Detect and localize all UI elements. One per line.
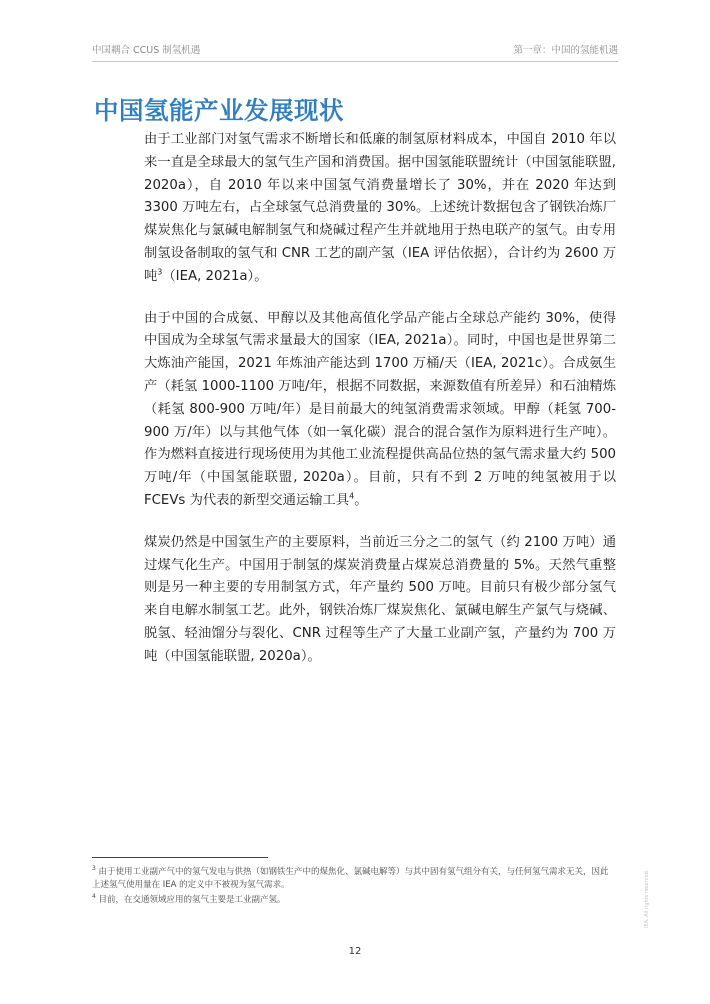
footnote-divider — [92, 857, 268, 858]
body-text — [144, 129, 616, 688]
section-title: 中国氢能产业发展现状 — [94, 96, 344, 125]
footnotes — [92, 866, 617, 909]
paragraph-tail: （IEA, 2021a）。 — [162, 268, 268, 284]
paragraph-text: 由于中国的合成氨、甲醇以及其他高值化学品产能占全球总产能约 30%，使得中国成为全球氢气需求量最大的国家（IEA, 2021a）。同时，中国也是世界第二大炼油产能国，2021 年炼油产能达到 1700 万桶/天（IEA, 2021c）。合成氨生产（耗氢 1000-1100 万吨/年，根据不同数据，来源数值有所差异）和石油精炼（耗氢 800-900 万吨/年）是目前最大的纯氢消费需求领域。甲醇（耗氢 700-900 万/年）以与其他气体（如一氧化碳）混合的混合氢作为原料进行生产吨）。作为燃料直接进行现场使用为其他工业流程提供高品位热的氢气需求量大约 500 万吨/年（中国氢能联盟, 2020a）。目前，只有不到 2 万吨的纯氢被用于以 FCEVs 为代表的新型交通运输工具 — [144, 310, 616, 508]
paragraph-text: 由于工业部门对氢气需求不断增长和低廉的制氢原材料成本，中国自 2010 年以来一直是全球最大的氢气生产国和消费国。据中国氢能联盟统计（中国氢能联盟, 2020a），自 2010 年以来中国氢气消费量增长了 30%，并在 2020 年达到 3300 万吨左右，占全球氢气总消费量的 30%。上述统计数据包含了钢铁冶炼厂煤炭焦化与氯碱电解制氢气和烧碱过程产生并就地用于热电联产的氢气。由专用制氢设备制取的氢气和 CNR 工艺的副产氢（IEA 评估依据），合计约为 2600 万吨 — [144, 132, 616, 284]
footnote-number: 4 — [92, 893, 96, 901]
paragraph-text: 煤炭仍然是中国氢生产的主要原料，当前近三分之二的氢气（约 2100 万吨）通过煤气化生产。中国用于制氢的煤炭消费量占煤炭总消费量的 5%。天然气重整则是另一种主要的专用制氢方式，年产量约 500 万吨。目前只有极少部分氢气来自电解水制氢工艺。此外，钢铁冶炼厂煤炭焦化、氯碱电解生产氯气与烧碱、脱氢、轻油馏分与裂化、CNR 过程等生产了大量工业副产氢，产量约为 700 万吨（中国氢能联盟, 2020a）。 — [144, 534, 616, 664]
rights-watermark: IEA. All rights reserved. — [644, 869, 650, 928]
paragraph — [144, 129, 616, 289]
paragraph — [144, 532, 616, 669]
footnote-text: 由于使用工业副产气中的氢气发电与供热（如钢铁生产中的煤焦化、氯碱电解等）与其中固有氢气组分有关，与任何氢气需求无关，因此上述氢气使用量在 IEA 的定义中不被视为氢气需求。 — [92, 867, 609, 890]
header-chapter-title: 第一章：中国的氢能机遇 — [513, 45, 618, 56]
footnote — [92, 894, 617, 907]
footnote-ref[interactable]: 4 — [349, 491, 355, 501]
paragraph-tail: 。 — [354, 492, 368, 508]
footnote-number: 3 — [92, 865, 96, 873]
footnote-text: 目前，在交通领域应用的氢气主要是工业副产氢。 — [98, 895, 286, 905]
paragraph — [144, 308, 616, 513]
header-divider — [92, 61, 618, 62]
header-report-title: 中国耦合 CCUS 制氢机遇 — [92, 45, 201, 56]
footnote — [92, 866, 617, 892]
page-number: 12 — [348, 946, 362, 957]
footnote-ref[interactable]: 3 — [157, 267, 163, 277]
